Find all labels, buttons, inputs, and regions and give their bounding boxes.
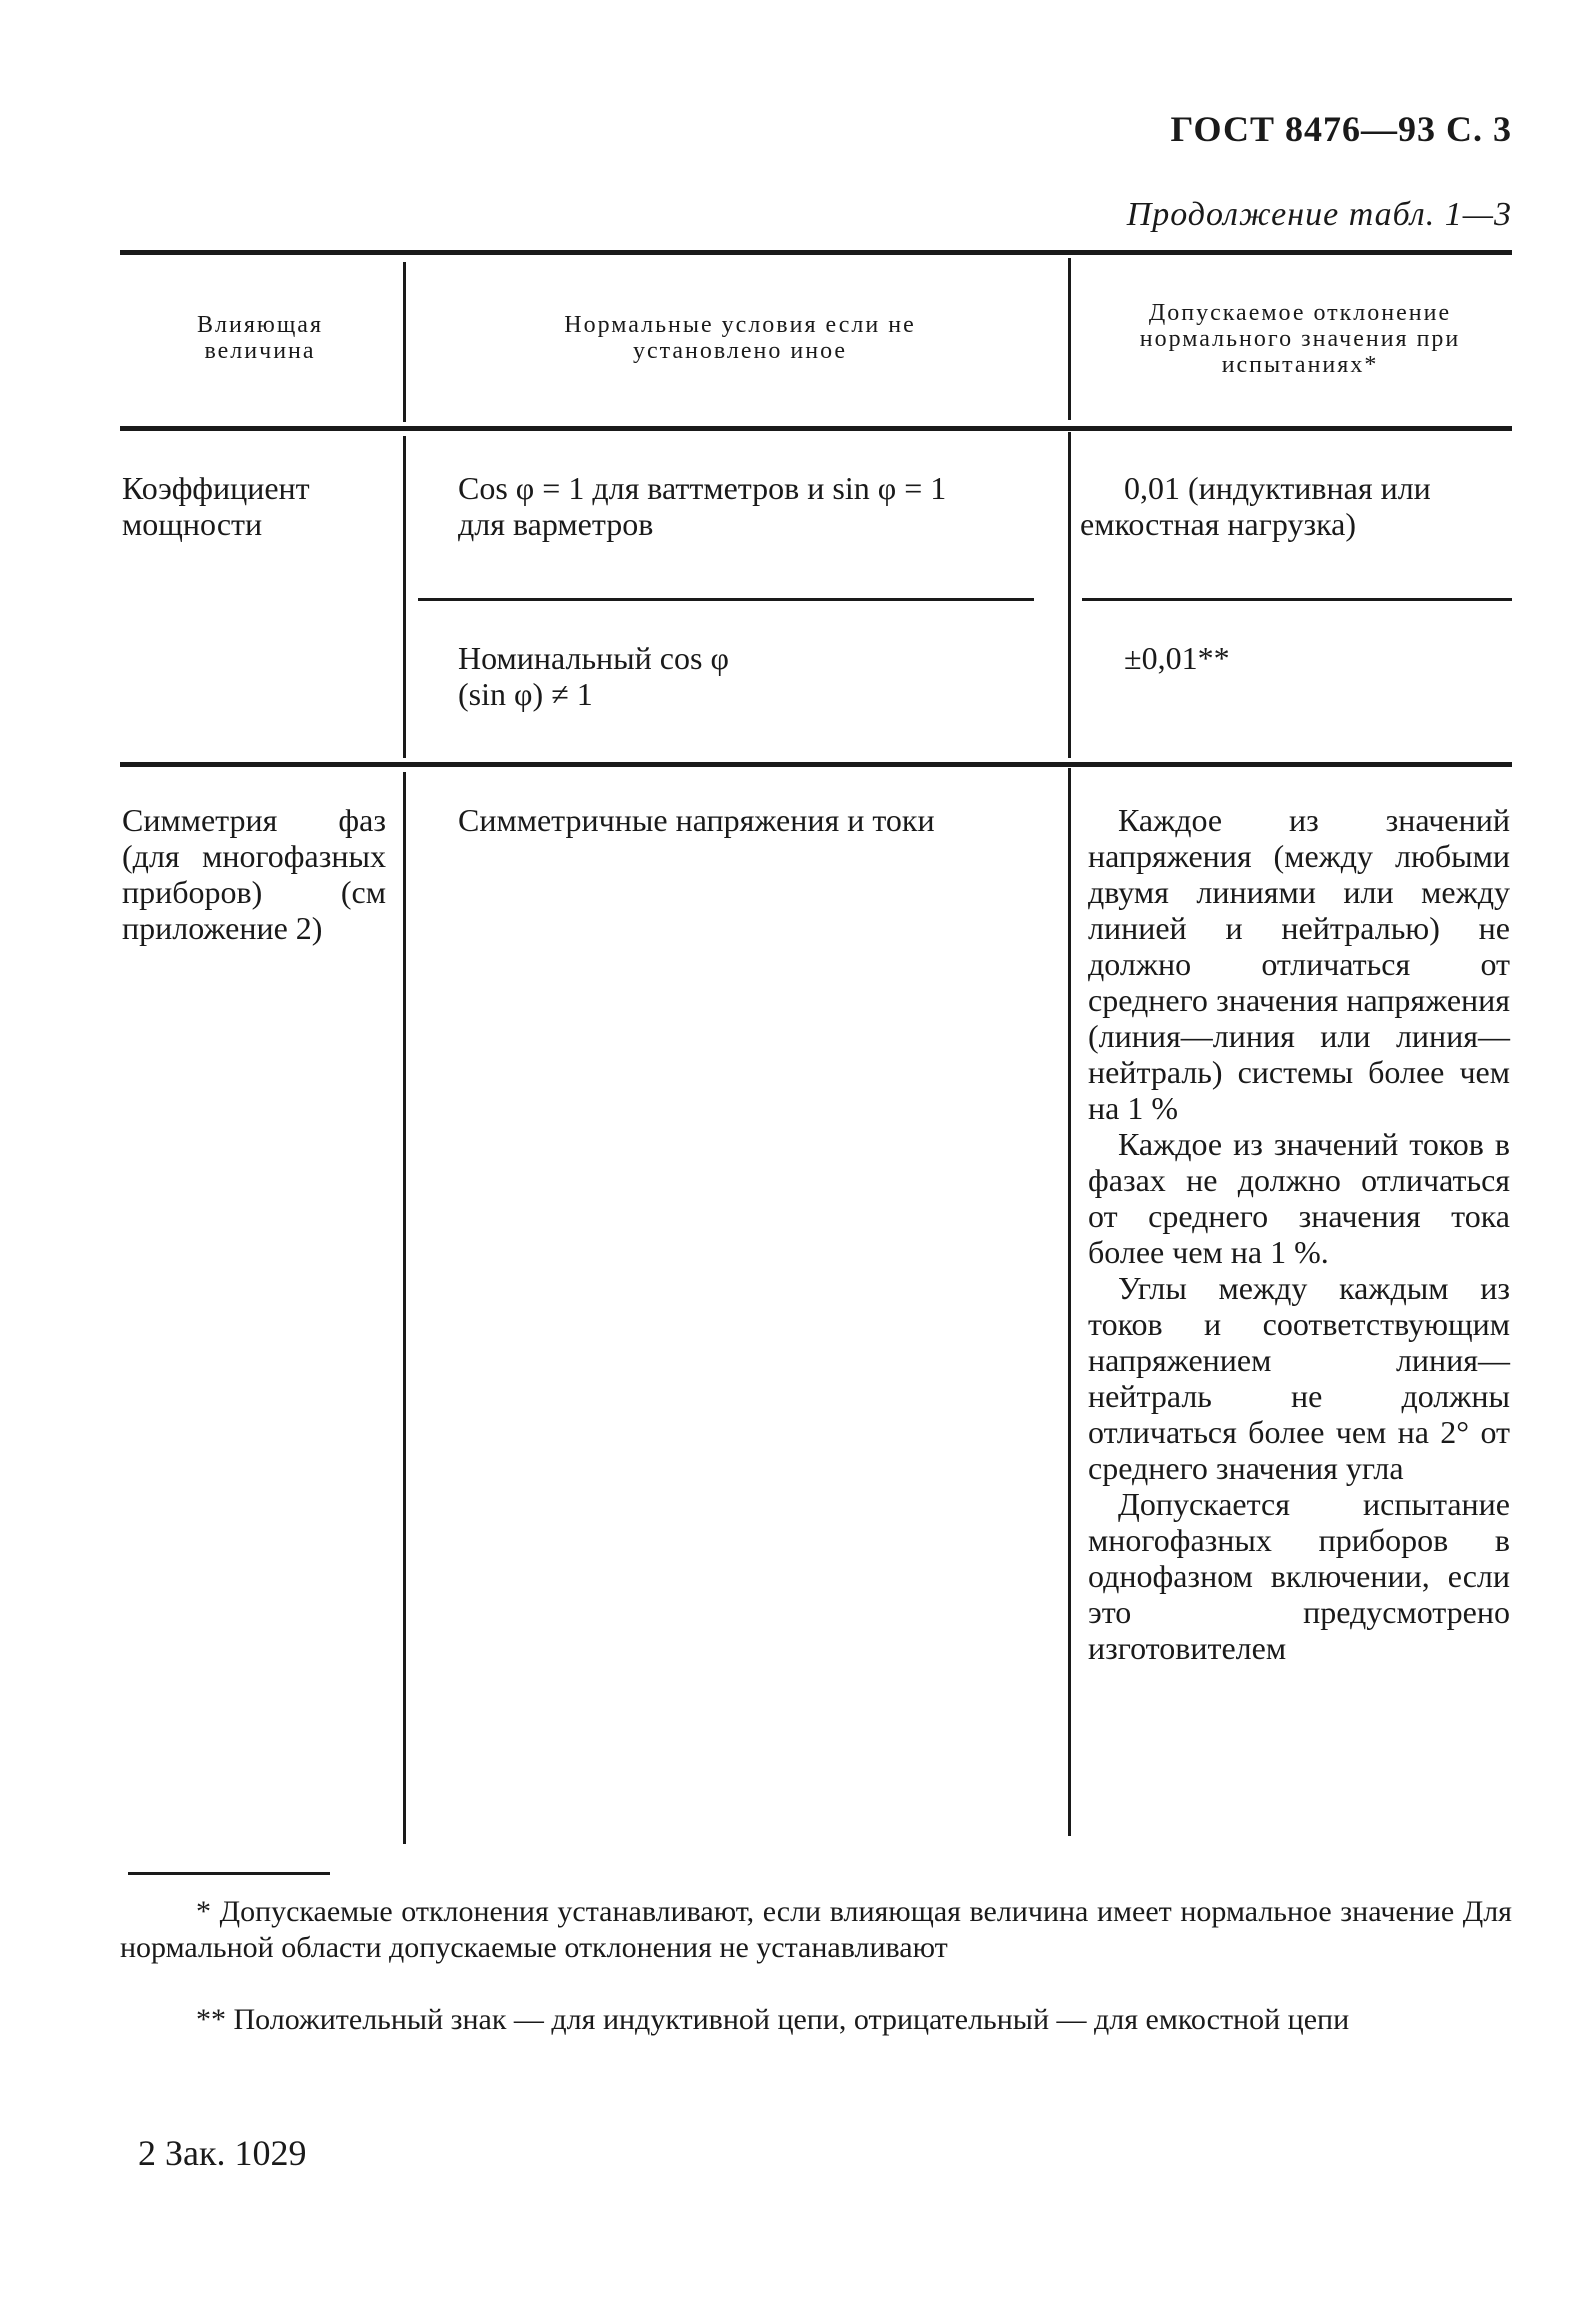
table-top-rule <box>120 250 1512 255</box>
row1-subrow-rule-right <box>1082 598 1512 601</box>
row1-subrow-rule-left <box>418 598 1034 601</box>
row2-divider-1 <box>403 772 406 1844</box>
row1-sub2-deviation: ±0,01** <box>1124 640 1230 676</box>
column-header-allowed-deviation: Допускаемое отклонение нормального значения при испытаниях* <box>1139 300 1461 378</box>
column-header-influence: Влияющая величина <box>197 312 323 364</box>
footnote-separator <box>128 1872 330 1875</box>
row1-divider-2 <box>1068 432 1071 758</box>
row1-sub1-condition: Cos φ = 1 для ваттметров и sin φ = 1 для варметров <box>458 470 947 542</box>
table-continuation-label: Продолжение табл. 1—3 <box>1126 196 1512 233</box>
deviation-paragraph-voltage: Каждое из значений напряжения (между любыми двумя линиями или между линией и нейтралью) не должно отличаться от среднего значения напряжения (линия—линия или линия—нейтраль) системы более чем на 1 % <box>1088 802 1510 1126</box>
print-order-code: 2 Зак. 1029 <box>138 2133 307 2173</box>
row1-sub2-condition: Номинальный cos φ (sin φ) ≠ 1 <box>458 640 729 712</box>
page-header-title: ГОСТ 8476—93 С. 3 <box>1170 109 1512 149</box>
row1-sub1-deviation: 0,01 (индуктивная или емкостная нагрузка) <box>1080 470 1431 542</box>
column-header-normal-conditions: Нормальные условия если не установлено иное <box>564 312 916 364</box>
row2-divider-2 <box>1068 768 1071 1836</box>
row2-condition: Симметричные напряжения и токи <box>458 802 935 838</box>
row2-influence: Симметрия фаз (для многофазных приборов) (см приложение 2) <box>122 802 386 946</box>
column-divider-2 <box>1068 258 1071 420</box>
column-divider-1 <box>403 262 406 422</box>
header-bottom-rule <box>120 426 1512 431</box>
deviation-paragraph-current: Каждое из значений токов в фазах не должно отличаться от среднего значения тока более чем на 1 %. <box>1088 1126 1510 1270</box>
row2-deviation <box>1088 802 1510 1666</box>
row1-bottom-rule <box>120 762 1512 767</box>
deviation-paragraph-single-phase: Допускается испытание многофазных приборов в однофазном включении, если это предусмотрено изготовителем <box>1088 1486 1510 1666</box>
row1-influence: Коэффициент мощности <box>122 470 310 542</box>
footnote-2: ** Положительный знак — для индуктивной цепи, отрицательный — для емкостной цепи <box>196 2003 1350 2036</box>
row1-divider-1 <box>403 436 406 758</box>
footnote-1: * Допускаемые отклонения устанавливают, если влияющая величина имеет нормальное значение Для нормальной области допускаемые отклонения не устанавливают <box>120 1895 1512 1964</box>
deviation-paragraph-angle: Углы между каждым из токов и соответствующим напряжением линия—нейтраль не должны отличаться более чем на 2° от среднего значения угла <box>1088 1270 1510 1486</box>
